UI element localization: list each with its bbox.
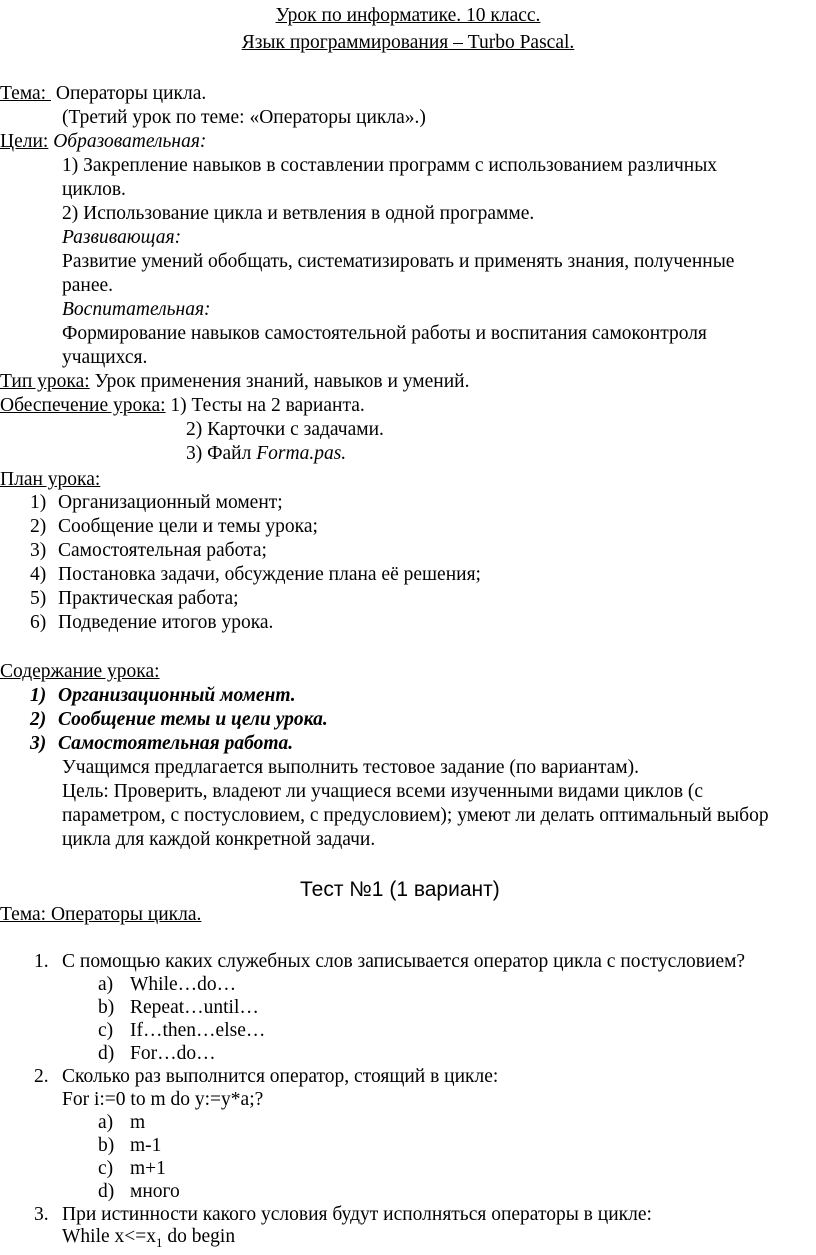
goals-label: Цели: (0, 131, 49, 152)
goals-educational-1b: циклов. (62, 179, 126, 200)
topic-line (0, 82, 206, 106)
content-step: 1) Организационный момент. (30, 685, 296, 706)
plan-item: 5) Практическая работа; (30, 588, 239, 609)
provision-file-name: Forma.pas. (256, 443, 347, 464)
content-paragraph-2b: параметром, с постусловием, с предусловием); умеют ли делать оптимальный выбор (62, 805, 769, 826)
provision-item-1: 1) Тесты на 2 варианта. (170, 395, 365, 416)
goals-developmental-a: Развитие умений обобщать, систематизировать и применять знания, полученные (62, 251, 735, 272)
content-step: 3) Самостоятельная работа. (30, 733, 294, 754)
plan-item: 6) Подведение итогов урока. (30, 612, 274, 633)
plan-item: 1) Организационный момент; (30, 492, 283, 513)
topic-label: Тема: (0, 83, 51, 104)
question-2-option: a) m (98, 1112, 146, 1133)
content-paragraph-2a: Цель: Проверить, владеют ли учащиеся всеми изученными видами циклов (с (62, 781, 704, 802)
goals-educational-1a: 1) Закрепление навыков в составлении программ с использованием различных (62, 155, 718, 176)
test-title: Тест №1 (1 вариант) (300, 878, 500, 901)
plan-label: План урока: (0, 469, 101, 490)
goals-upbringing-a: Формирование навыков самостоятельной работы и воспитания самоконтроля (62, 323, 707, 344)
lesson-type-label: Тип урока: (0, 371, 90, 392)
test-topic: Тема: Операторы цикла. (0, 904, 202, 925)
question-3: 3. При истинности какого условия будут исполняться операторы в цикле: (34, 1204, 652, 1225)
topic-note: (Третий урок по теме: «Операторы цикла».) (62, 107, 426, 128)
header-title-line1: Урок по информатике. 10 класс. (275, 5, 541, 26)
question-2-option: c) m+1 (98, 1158, 166, 1179)
plan-item: 3) Самостоятельная работа; (30, 540, 267, 561)
question-1-option: d) For…do… (98, 1043, 216, 1064)
goals-upbringing-label: Воспитательная: (62, 299, 211, 320)
content-step: 2) Сообщение темы и цели урока. (30, 709, 328, 730)
goals-educational-label: Образовательная: (53, 131, 207, 152)
lesson-type-value: Урок применения знаний, навыков и умений. (94, 371, 470, 392)
provision-line (0, 394, 365, 418)
goals-educational-2: 2) Использование цикла и ветвления в одной программе. (62, 203, 535, 224)
provision-item-2: 2) Карточки с задачами. (186, 419, 384, 440)
question-1: 1. С помощью каких служебных слов записывается оператор цикла с постусловием? (34, 951, 746, 972)
goals-developmental-label: Развивающая: (62, 227, 182, 248)
question-3-code: While $x<=x_1$ do begin (62, 1226, 236, 1250)
plan-item: 2) Сообщение цели и темы урока; (30, 516, 318, 537)
header-title-line2: Язык программирования – Turbo Pascal. (241, 32, 575, 53)
provision-label: Обеспечение урока: (0, 395, 166, 416)
goals-developmental-b: ранее. (62, 275, 114, 296)
content-label: Содержание урока: (0, 661, 160, 682)
provision-item-3: 3) Файл Forma.pas. (186, 443, 347, 464)
question-1-option: c) If…then…else… (98, 1020, 266, 1041)
lesson-type-line (0, 370, 469, 394)
question-1-option: b) Repeat…until… (98, 997, 259, 1018)
question-1-option: a) While…do… (98, 974, 237, 995)
question-2-option: d) много (98, 1181, 180, 1202)
question-2-code: For i:=0 to m do y:=y*a;? (62, 1089, 264, 1110)
goals-upbringing-b: учащихся. (62, 347, 148, 368)
goals-line (0, 130, 206, 154)
content-paragraph-1: Учащимся предлагается выполнить тестовое задание (по вариантам). (62, 757, 639, 778)
question-2-option: b) m-1 (98, 1135, 162, 1156)
content-paragraph-2c: цикла для каждой конкретной задачи. (62, 829, 376, 850)
topic-value: Операторы цикла. (55, 83, 207, 104)
question-2: 2. Сколько раз выполнится оператор, стоящий в цикле: (34, 1066, 499, 1087)
plan-item: 4) Постановка задачи, обсуждение плана её решения; (30, 564, 481, 585)
